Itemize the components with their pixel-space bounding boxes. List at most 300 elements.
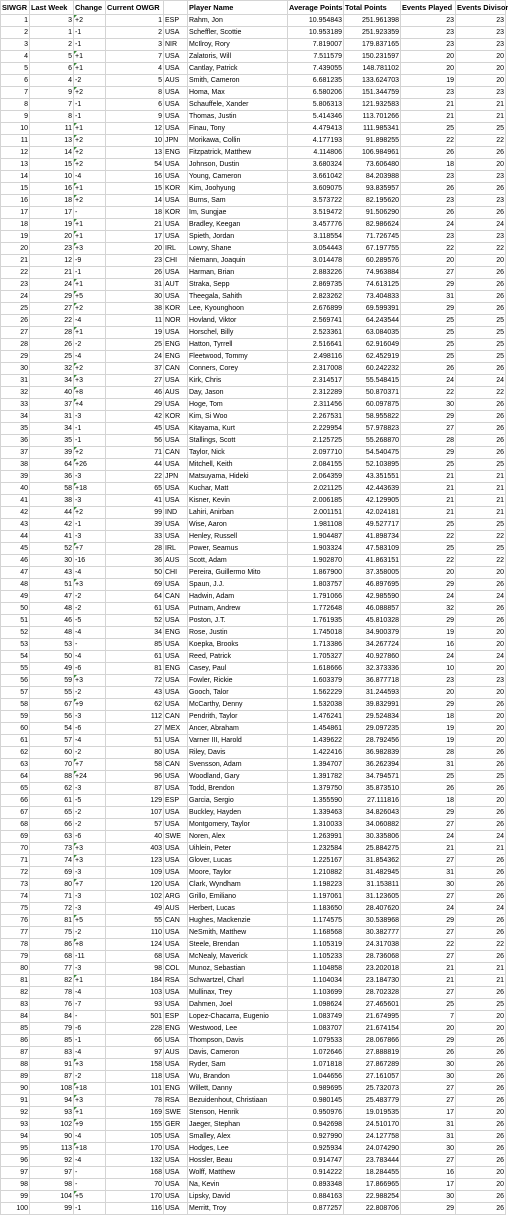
cell-siwgr[interactable]: 6 bbox=[1, 75, 30, 87]
cell-last-week[interactable]: 13 bbox=[30, 135, 74, 147]
cell-player-name[interactable]: Fitzpatrick, Matthew bbox=[188, 147, 288, 159]
cell-country[interactable]: USA bbox=[164, 291, 188, 303]
cell-siwgr[interactable]: 87 bbox=[1, 1047, 30, 1059]
cell-change[interactable] bbox=[74, 1131, 106, 1143]
cell-current-owgr[interactable]: 18 bbox=[106, 207, 164, 219]
cell-siwgr[interactable]: 62 bbox=[1, 747, 30, 759]
cell-country[interactable]: CAN bbox=[164, 447, 188, 459]
cell-change[interactable] bbox=[74, 375, 106, 387]
cell-player-name[interactable]: Munoz, Sebastian bbox=[188, 963, 288, 975]
cell-total-points[interactable]: 45.810328 bbox=[344, 615, 401, 627]
cell-player-name[interactable]: Pereira, Guillermo Mito bbox=[188, 567, 288, 579]
cell-last-week[interactable]: 102 bbox=[30, 1119, 74, 1131]
cell-country[interactable]: AUS bbox=[164, 387, 188, 399]
cell-last-week[interactable]: 44 bbox=[30, 507, 74, 519]
cell-events-divisor[interactable]: 21 bbox=[456, 99, 506, 111]
cell-average-points[interactable]: 3.054443 bbox=[288, 243, 344, 255]
cell-country[interactable]: GER bbox=[164, 1119, 188, 1131]
cell-current-owgr[interactable]: 12 bbox=[106, 123, 164, 135]
cell-player-name[interactable]: Steele, Brendan bbox=[188, 939, 288, 951]
cell-last-week[interactable]: 78 bbox=[30, 987, 74, 999]
cell-average-points[interactable]: 0.925934 bbox=[288, 1143, 344, 1155]
cell-change[interactable] bbox=[74, 1023, 106, 1035]
cell-events-played[interactable]: 27 bbox=[401, 891, 456, 903]
cell-current-owgr[interactable]: 68 bbox=[106, 951, 164, 963]
cell-player-name[interactable]: Spieth, Jordan bbox=[188, 231, 288, 243]
cell-current-owgr[interactable]: 42 bbox=[106, 411, 164, 423]
cell-change[interactable] bbox=[74, 471, 106, 483]
cell-current-owgr[interactable]: 58 bbox=[106, 759, 164, 771]
cell-average-points[interactable]: 1.232584 bbox=[288, 843, 344, 855]
cell-events-played[interactable]: 31 bbox=[401, 1119, 456, 1131]
cell-events-played[interactable]: 30 bbox=[401, 1143, 456, 1155]
cell-events-divisor[interactable]: 20 bbox=[456, 1179, 506, 1191]
cell-change[interactable] bbox=[74, 495, 106, 507]
cell-country[interactable]: USA bbox=[164, 219, 188, 231]
cell-country[interactable]: USA bbox=[164, 459, 188, 471]
cell-country[interactable]: COL bbox=[164, 963, 188, 975]
cell-events-played[interactable]: 21 bbox=[401, 111, 456, 123]
cell-total-points[interactable]: 31.482945 bbox=[344, 867, 401, 879]
cell-current-owgr[interactable]: 55 bbox=[106, 915, 164, 927]
cell-total-points[interactable]: 151.344759 bbox=[344, 87, 401, 99]
cell-average-points[interactable]: 4.114806 bbox=[288, 147, 344, 159]
cell-events-divisor[interactable]: 20 bbox=[456, 63, 506, 75]
cell-siwgr[interactable]: 41 bbox=[1, 495, 30, 507]
cell-current-owgr[interactable]: 44 bbox=[106, 459, 164, 471]
cell-siwgr[interactable]: 59 bbox=[1, 711, 30, 723]
cell-player-name[interactable]: Ryder, Sam bbox=[188, 1059, 288, 1071]
cell-player-name[interactable]: Kuchar, Matt bbox=[188, 483, 288, 495]
cell-siwgr[interactable]: 61 bbox=[1, 735, 30, 747]
cell-last-week[interactable]: 104 bbox=[30, 1191, 74, 1203]
cell-last-week[interactable]: 81 bbox=[30, 915, 74, 927]
cell-current-owgr[interactable]: 17 bbox=[106, 231, 164, 243]
cell-last-week[interactable]: 62 bbox=[30, 783, 74, 795]
cell-country[interactable]: SWE bbox=[164, 1107, 188, 1119]
cell-average-points[interactable]: 1.422416 bbox=[288, 747, 344, 759]
cell-events-played[interactable]: 7 bbox=[401, 1011, 456, 1023]
cell-country[interactable]: USA bbox=[164, 843, 188, 855]
cell-events-played[interactable]: 32 bbox=[401, 603, 456, 615]
cell-siwgr[interactable]: 28 bbox=[1, 339, 30, 351]
cell-country[interactable]: USA bbox=[164, 927, 188, 939]
cell-total-points[interactable]: 60.097875 bbox=[344, 399, 401, 411]
cell-country[interactable]: USA bbox=[164, 639, 188, 651]
cell-events-played[interactable]: 30 bbox=[401, 879, 456, 891]
cell-country[interactable]: USA bbox=[164, 579, 188, 591]
cell-total-points[interactable]: 27.465601 bbox=[344, 999, 401, 1011]
cell-last-week[interactable]: 21 bbox=[30, 267, 74, 279]
cell-average-points[interactable]: 7.819007 bbox=[288, 39, 344, 51]
cell-events-divisor[interactable]: 24 bbox=[456, 591, 506, 603]
cell-events-divisor[interactable]: 22 bbox=[456, 387, 506, 399]
cell-player-name[interactable]: Hoge, Tom bbox=[188, 399, 288, 411]
cell-player-name[interactable]: Rose, Justin bbox=[188, 627, 288, 639]
cell-last-week[interactable]: 39 bbox=[30, 447, 74, 459]
cell-average-points[interactable]: 1.713386 bbox=[288, 639, 344, 651]
cell-last-week[interactable]: 64 bbox=[30, 459, 74, 471]
cell-events-played[interactable]: 28 bbox=[401, 747, 456, 759]
cell-current-owgr[interactable]: 54 bbox=[106, 159, 164, 171]
col-header-change[interactable]: Change bbox=[74, 1, 106, 15]
cell-siwgr[interactable]: 54 bbox=[1, 651, 30, 663]
cell-siwgr[interactable]: 90 bbox=[1, 1083, 30, 1095]
cell-events-played[interactable]: 25 bbox=[401, 351, 456, 363]
cell-current-owgr[interactable]: 81 bbox=[106, 663, 164, 675]
cell-events-played[interactable]: 27 bbox=[401, 819, 456, 831]
cell-siwgr[interactable]: 45 bbox=[1, 543, 30, 555]
cell-events-played[interactable]: 26 bbox=[401, 207, 456, 219]
cell-events-played[interactable]: 28 bbox=[401, 435, 456, 447]
cell-last-week[interactable]: 27 bbox=[30, 303, 74, 315]
cell-country[interactable]: RSA bbox=[164, 975, 188, 987]
cell-events-played[interactable]: 17 bbox=[401, 1107, 456, 1119]
cell-change[interactable] bbox=[74, 183, 106, 195]
cell-average-points[interactable]: 4.479413 bbox=[288, 123, 344, 135]
cell-average-points[interactable]: 0.884163 bbox=[288, 1191, 344, 1203]
cell-country[interactable]: USA bbox=[164, 1071, 188, 1083]
cell-siwgr[interactable]: 55 bbox=[1, 663, 30, 675]
cell-siwgr[interactable]: 93 bbox=[1, 1119, 30, 1131]
cell-total-points[interactable]: 52.103895 bbox=[344, 459, 401, 471]
cell-current-owgr[interactable]: 98 bbox=[106, 963, 164, 975]
cell-change[interactable] bbox=[74, 759, 106, 771]
cell-events-played[interactable]: 10 bbox=[401, 663, 456, 675]
cell-change[interactable] bbox=[74, 363, 106, 375]
cell-change[interactable] bbox=[74, 315, 106, 327]
cell-change[interactable] bbox=[74, 987, 106, 999]
cell-average-points[interactable]: 6.580206 bbox=[288, 87, 344, 99]
cell-average-points[interactable]: 3.014478 bbox=[288, 255, 344, 267]
cell-total-points[interactable]: 21.674995 bbox=[344, 1011, 401, 1023]
cell-average-points[interactable]: 1.225167 bbox=[288, 855, 344, 867]
cell-siwgr[interactable]: 89 bbox=[1, 1071, 30, 1083]
cell-change[interactable] bbox=[74, 159, 106, 171]
cell-country[interactable]: USA bbox=[164, 855, 188, 867]
cell-country[interactable]: USA bbox=[164, 1131, 188, 1143]
cell-country[interactable]: KOR bbox=[164, 303, 188, 315]
cell-siwgr[interactable]: 7 bbox=[1, 87, 30, 99]
cell-last-week[interactable]: 28 bbox=[30, 327, 74, 339]
cell-average-points[interactable]: 0.914222 bbox=[288, 1167, 344, 1179]
cell-average-points[interactable]: 1.379750 bbox=[288, 783, 344, 795]
col-header-total-points[interactable]: Total Points bbox=[344, 1, 401, 15]
cell-last-week[interactable]: 49 bbox=[30, 663, 74, 675]
cell-last-week[interactable]: 46 bbox=[30, 615, 74, 627]
cell-last-week[interactable]: 88 bbox=[30, 771, 74, 783]
cell-player-name[interactable]: Smith, Cameron bbox=[188, 75, 288, 87]
cell-siwgr[interactable]: 12 bbox=[1, 147, 30, 159]
cell-siwgr[interactable]: 96 bbox=[1, 1155, 30, 1167]
cell-events-divisor[interactable]: 26 bbox=[456, 1143, 506, 1155]
cell-events-divisor[interactable]: 20 bbox=[456, 1107, 506, 1119]
cell-events-divisor[interactable]: 20 bbox=[456, 663, 506, 675]
cell-last-week[interactable]: 63 bbox=[30, 831, 74, 843]
cell-player-name[interactable]: Uihlein, Peter bbox=[188, 843, 288, 855]
cell-siwgr[interactable]: 52 bbox=[1, 627, 30, 639]
cell-last-week[interactable]: 32 bbox=[30, 363, 74, 375]
cell-siwgr[interactable]: 99 bbox=[1, 1191, 30, 1203]
cell-current-owgr[interactable]: 124 bbox=[106, 939, 164, 951]
cell-events-divisor[interactable]: 26 bbox=[456, 207, 506, 219]
cell-total-points[interactable]: 42.024181 bbox=[344, 507, 401, 519]
cell-siwgr[interactable]: 8 bbox=[1, 99, 30, 111]
cell-last-week[interactable]: 108 bbox=[30, 1083, 74, 1095]
cell-events-divisor[interactable]: 25 bbox=[456, 459, 506, 471]
cell-player-name[interactable]: Na, Kevin bbox=[188, 1179, 288, 1191]
cell-last-week[interactable]: 113 bbox=[30, 1143, 74, 1155]
cell-change[interactable] bbox=[74, 1155, 106, 1167]
cell-average-points[interactable]: 2.267531 bbox=[288, 411, 344, 423]
cell-change[interactable] bbox=[74, 723, 106, 735]
cell-total-points[interactable]: 55.268870 bbox=[344, 435, 401, 447]
cell-last-week[interactable]: 70 bbox=[30, 759, 74, 771]
cell-events-divisor[interactable]: 20 bbox=[456, 1011, 506, 1023]
cell-player-name[interactable]: Dahmen, Joel bbox=[188, 999, 288, 1011]
cell-average-points[interactable]: 1.761935 bbox=[288, 615, 344, 627]
cell-change[interactable] bbox=[74, 567, 106, 579]
cell-total-points[interactable]: 41.863151 bbox=[344, 555, 401, 567]
cell-events-played[interactable]: 30 bbox=[401, 1191, 456, 1203]
cell-siwgr[interactable]: 16 bbox=[1, 195, 30, 207]
cell-last-week[interactable]: 84 bbox=[30, 1011, 74, 1023]
cell-change[interactable] bbox=[74, 903, 106, 915]
cell-siwgr[interactable]: 51 bbox=[1, 615, 30, 627]
cell-player-name[interactable]: Day, Jason bbox=[188, 387, 288, 399]
cell-change[interactable] bbox=[74, 423, 106, 435]
cell-siwgr[interactable]: 25 bbox=[1, 303, 30, 315]
cell-events-played[interactable]: 30 bbox=[401, 1071, 456, 1083]
cell-player-name[interactable]: Straka, Sepp bbox=[188, 279, 288, 291]
cell-siwgr[interactable]: 30 bbox=[1, 363, 30, 375]
cell-current-owgr[interactable]: 109 bbox=[106, 867, 164, 879]
cell-current-owgr[interactable]: 65 bbox=[106, 483, 164, 495]
cell-change[interactable] bbox=[74, 687, 106, 699]
cell-events-played[interactable]: 29 bbox=[401, 411, 456, 423]
cell-change[interactable] bbox=[74, 483, 106, 495]
cell-events-played[interactable]: 26 bbox=[401, 147, 456, 159]
cell-current-owgr[interactable]: 228 bbox=[106, 1023, 164, 1035]
cell-siwgr[interactable]: 15 bbox=[1, 183, 30, 195]
cell-change[interactable] bbox=[74, 75, 106, 87]
cell-player-name[interactable]: Fleetwood, Tommy bbox=[188, 351, 288, 363]
cell-events-played[interactable]: 19 bbox=[401, 723, 456, 735]
cell-events-divisor[interactable]: 26 bbox=[456, 915, 506, 927]
cell-average-points[interactable]: 1.603379 bbox=[288, 675, 344, 687]
cell-total-points[interactable]: 17.866965 bbox=[344, 1179, 401, 1191]
cell-last-week[interactable]: 22 bbox=[30, 315, 74, 327]
cell-average-points[interactable]: 1.562229 bbox=[288, 687, 344, 699]
cell-siwgr[interactable]: 64 bbox=[1, 771, 30, 783]
cell-player-name[interactable]: Koepka, Brooks bbox=[188, 639, 288, 651]
cell-current-owgr[interactable]: 24 bbox=[106, 351, 164, 363]
cell-change[interactable] bbox=[74, 579, 106, 591]
cell-current-owgr[interactable]: 129 bbox=[106, 795, 164, 807]
cell-events-played[interactable]: 30 bbox=[401, 399, 456, 411]
cell-country[interactable]: AUS bbox=[164, 555, 188, 567]
cell-total-points[interactable]: 58.955822 bbox=[344, 411, 401, 423]
cell-events-divisor[interactable]: 20 bbox=[456, 51, 506, 63]
cell-events-played[interactable]: 22 bbox=[401, 531, 456, 543]
cell-current-owgr[interactable]: 41 bbox=[106, 495, 164, 507]
cell-total-points[interactable]: 24.510170 bbox=[344, 1119, 401, 1131]
cell-average-points[interactable]: 0.989695 bbox=[288, 1083, 344, 1095]
cell-events-divisor[interactable]: 21 bbox=[456, 975, 506, 987]
cell-events-divisor[interactable]: 22 bbox=[456, 531, 506, 543]
cell-average-points[interactable]: 1.705327 bbox=[288, 651, 344, 663]
cell-events-divisor[interactable]: 23 bbox=[456, 15, 506, 27]
cell-current-owgr[interactable]: 37 bbox=[106, 363, 164, 375]
cell-average-points[interactable]: 1.072646 bbox=[288, 1047, 344, 1059]
cell-current-owgr[interactable]: 56 bbox=[106, 435, 164, 447]
cell-total-points[interactable]: 32.373336 bbox=[344, 663, 401, 675]
cell-siwgr[interactable]: 88 bbox=[1, 1059, 30, 1071]
cell-country[interactable]: ESP bbox=[164, 15, 188, 27]
cell-last-week[interactable]: 77 bbox=[30, 963, 74, 975]
cell-total-points[interactable]: 251.961398 bbox=[344, 15, 401, 27]
cell-country[interactable]: USA bbox=[164, 1035, 188, 1047]
cell-average-points[interactable]: 7.511579 bbox=[288, 51, 344, 63]
cell-country[interactable]: JPN bbox=[164, 471, 188, 483]
cell-average-points[interactable]: 2.125725 bbox=[288, 435, 344, 447]
cell-average-points[interactable]: 2.097710 bbox=[288, 447, 344, 459]
cell-change[interactable] bbox=[74, 1047, 106, 1059]
cell-current-owgr[interactable]: 78 bbox=[106, 1095, 164, 1107]
cell-average-points[interactable]: 7.439055 bbox=[288, 63, 344, 75]
cell-player-name[interactable]: Matsuyama, Hideki bbox=[188, 471, 288, 483]
cell-events-played[interactable]: 21 bbox=[401, 495, 456, 507]
cell-events-divisor[interactable]: 22 bbox=[456, 555, 506, 567]
cell-current-owgr[interactable]: 118 bbox=[106, 1071, 164, 1083]
cell-events-divisor[interactable]: 20 bbox=[456, 567, 506, 579]
cell-last-week[interactable]: 11 bbox=[30, 123, 74, 135]
cell-player-name[interactable]: Wolff, Matthew bbox=[188, 1167, 288, 1179]
cell-country[interactable]: CAN bbox=[164, 711, 188, 723]
cell-total-points[interactable]: 179.837165 bbox=[344, 39, 401, 51]
cell-events-divisor[interactable]: 21 bbox=[456, 111, 506, 123]
cell-total-points[interactable]: 82.986624 bbox=[344, 219, 401, 231]
cell-average-points[interactable]: 1.618666 bbox=[288, 663, 344, 675]
cell-events-divisor[interactable]: 25 bbox=[456, 327, 506, 339]
cell-siwgr[interactable]: 42 bbox=[1, 507, 30, 519]
cell-player-name[interactable]: Kisner, Kevin bbox=[188, 495, 288, 507]
cell-events-played[interactable]: 25 bbox=[401, 771, 456, 783]
cell-events-played[interactable]: 20 bbox=[401, 687, 456, 699]
cell-current-owgr[interactable]: 93 bbox=[106, 999, 164, 1011]
cell-total-points[interactable]: 113.701266 bbox=[344, 111, 401, 123]
cell-siwgr[interactable]: 98 bbox=[1, 1179, 30, 1191]
cell-country[interactable]: AUS bbox=[164, 1047, 188, 1059]
cell-events-divisor[interactable]: 24 bbox=[456, 219, 506, 231]
cell-average-points[interactable]: 0.980145 bbox=[288, 1095, 344, 1107]
cell-change[interactable] bbox=[74, 1167, 106, 1179]
cell-siwgr[interactable]: 53 bbox=[1, 639, 30, 651]
cell-siwgr[interactable]: 35 bbox=[1, 423, 30, 435]
cell-total-points[interactable]: 91.898255 bbox=[344, 135, 401, 147]
cell-total-points[interactable]: 28.792456 bbox=[344, 735, 401, 747]
cell-average-points[interactable]: 2.569741 bbox=[288, 315, 344, 327]
cell-current-owgr[interactable]: 103 bbox=[106, 987, 164, 999]
cell-country[interactable]: USA bbox=[164, 423, 188, 435]
cell-siwgr[interactable]: 24 bbox=[1, 291, 30, 303]
cell-events-played[interactable]: 31 bbox=[401, 759, 456, 771]
cell-total-points[interactable]: 84.203988 bbox=[344, 171, 401, 183]
cell-siwgr[interactable]: 94 bbox=[1, 1131, 30, 1143]
cell-current-owgr[interactable]: 62 bbox=[106, 699, 164, 711]
cell-change[interactable] bbox=[74, 63, 106, 75]
cell-siwgr[interactable]: 81 bbox=[1, 975, 30, 987]
cell-last-week[interactable]: 50 bbox=[30, 651, 74, 663]
cell-change[interactable] bbox=[74, 1107, 106, 1119]
cell-change[interactable] bbox=[74, 435, 106, 447]
cell-last-week[interactable]: 82 bbox=[30, 975, 74, 987]
cell-events-played[interactable]: 21 bbox=[401, 843, 456, 855]
cell-player-name[interactable]: Montgomery, Taylor bbox=[188, 819, 288, 831]
cell-player-name[interactable]: Mitchell, Keith bbox=[188, 459, 288, 471]
cell-change[interactable] bbox=[74, 915, 106, 927]
cell-events-divisor[interactable]: 26 bbox=[456, 423, 506, 435]
cell-events-divisor[interactable]: 23 bbox=[456, 231, 506, 243]
cell-average-points[interactable]: 2.869735 bbox=[288, 279, 344, 291]
cell-events-played[interactable]: 26 bbox=[401, 1047, 456, 1059]
cell-last-week[interactable]: 38 bbox=[30, 495, 74, 507]
cell-country[interactable]: USA bbox=[164, 1203, 188, 1215]
cell-change[interactable] bbox=[74, 939, 106, 951]
cell-average-points[interactable]: 1.104858 bbox=[288, 963, 344, 975]
cell-player-name[interactable]: Jaeger, Stephan bbox=[188, 1119, 288, 1131]
cell-player-name[interactable]: Morikawa, Collin bbox=[188, 135, 288, 147]
cell-last-week[interactable]: 53 bbox=[30, 639, 74, 651]
cell-player-name[interactable]: Conners, Corey bbox=[188, 363, 288, 375]
cell-current-owgr[interactable]: 71 bbox=[106, 447, 164, 459]
cell-last-week[interactable]: 56 bbox=[30, 711, 74, 723]
cell-current-owgr[interactable]: 120 bbox=[106, 879, 164, 891]
cell-events-played[interactable]: 18 bbox=[401, 711, 456, 723]
cell-average-points[interactable]: 2.523361 bbox=[288, 327, 344, 339]
cell-change[interactable] bbox=[74, 675, 106, 687]
cell-total-points[interactable]: 27.161057 bbox=[344, 1071, 401, 1083]
cell-events-divisor[interactable]: 26 bbox=[456, 291, 506, 303]
cell-average-points[interactable]: 1.071818 bbox=[288, 1059, 344, 1071]
cell-current-owgr[interactable]: 184 bbox=[106, 975, 164, 987]
cell-last-week[interactable]: 99 bbox=[30, 1203, 74, 1215]
cell-average-points[interactable]: 3.661042 bbox=[288, 171, 344, 183]
cell-siwgr[interactable]: 76 bbox=[1, 915, 30, 927]
cell-last-week[interactable]: 98 bbox=[30, 1179, 74, 1191]
cell-player-name[interactable]: Lahiri, Anirban bbox=[188, 507, 288, 519]
cell-last-week[interactable]: 47 bbox=[30, 591, 74, 603]
cell-average-points[interactable]: 6.681235 bbox=[288, 75, 344, 87]
cell-events-divisor[interactable]: 26 bbox=[456, 399, 506, 411]
cell-last-week[interactable]: 37 bbox=[30, 399, 74, 411]
cell-last-week[interactable]: 23 bbox=[30, 243, 74, 255]
cell-events-divisor[interactable]: 26 bbox=[456, 951, 506, 963]
cell-country[interactable]: ENG bbox=[164, 663, 188, 675]
cell-total-points[interactable]: 21.674154 bbox=[344, 1023, 401, 1035]
cell-events-played[interactable]: 24 bbox=[401, 375, 456, 387]
cell-total-points[interactable]: 93.835957 bbox=[344, 183, 401, 195]
cell-events-divisor[interactable]: 20 bbox=[456, 1167, 506, 1179]
cell-last-week[interactable]: 2 bbox=[30, 39, 74, 51]
cell-average-points[interactable]: 1.902870 bbox=[288, 555, 344, 567]
cell-total-points[interactable]: 28.407620 bbox=[344, 903, 401, 915]
cell-country[interactable]: RSA bbox=[164, 1095, 188, 1107]
cell-events-divisor[interactable]: 25 bbox=[456, 351, 506, 363]
cell-player-name[interactable]: Power, Seamus bbox=[188, 543, 288, 555]
cell-player-name[interactable]: Hossler, Beau bbox=[188, 1155, 288, 1167]
cell-last-week[interactable]: 41 bbox=[30, 531, 74, 543]
